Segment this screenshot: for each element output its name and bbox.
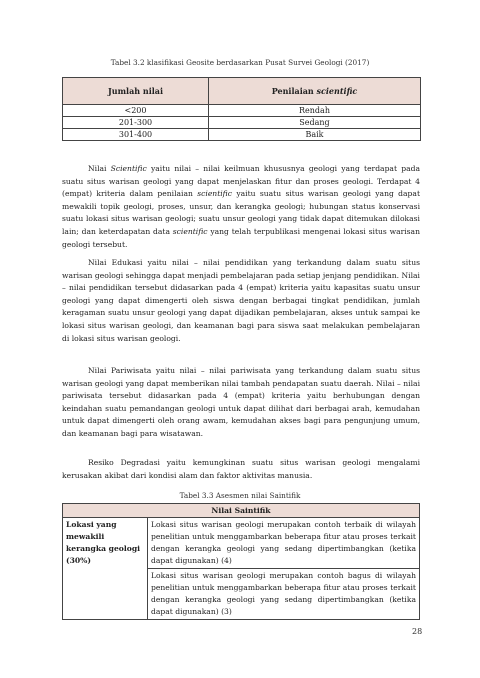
paragraph-edukasi: Nilai Edukasi yaitu nilai – nilai pendidikan yang terkandung dalam suatu situs warisan geologi sehingga dapat menjadi pembelajaran pada setiap jenjang pendidikan. Nilai – nilai pendidikan tersebut didasarkan pada 4 (empat) kriteria yaitu kapasitas suatu unsur geologi yang dapat dimengerti oleh siswa dengan berbagai tingkat pendidikan, jumlah keragaman suatu unsur geologi yang dapat dijadikan pembelajaran, akses untuk sampai ke lokasi situs warisan geologi, dan keamanan bagi para siswa saat melakukan pembelajaran di lokasi situs warisan geologi.: [62, 258, 420, 343]
paragraph-scientific: Nilai Scientific yaitu nilai – nilai keilmuan khususnya geologi yang terdapat pada suatu situs warisan geologi yang dapat menjelaskan fitur dan proses geologi. Terdapat 4 (empat) kriteria dalam penilaian scientific yaitu suatu situs warisan geologi yang dapat mewakili topik geologi, proses, unsur, dan kerangka geologi; hubungan status konservasi suatu lokasi situs warisan geologi; suatu unsur geologi yang tidak dapat ditemukan dilokasi lain; dan keterdapatan data scientific yang telah terpublikasi mengenai lokasi situs warisan geologi tersebut.: [62, 164, 420, 249]
saintifik-assessment-table: [62, 503, 420, 620]
table-cell: Lokasi situs warisan geologi merupakan contoh terbaik di wilayah penelitian untuk menggambarkan beberapa fitur atau proses terkait dengan kerangka geologi yang sedang dipertimbangkan (ketika dapat digunakan) (4): [148, 518, 420, 569]
table-cell: Rendah: [209, 105, 421, 117]
page-number: 28: [412, 627, 423, 636]
header-nilai-saintifik: Nilai Saintifik: [63, 504, 420, 518]
table-cell: Baik: [209, 129, 421, 141]
geosite-classification-table: [62, 77, 421, 141]
table-cell: 201-300: [63, 117, 209, 129]
table-cell: Sedang: [209, 117, 421, 129]
table-row: [63, 129, 421, 141]
table-header-row: [63, 504, 420, 518]
table-cell: Lokasi situs warisan geologi merupakan contoh bagus di wilayah penelitian untuk menggambarkan beberapa fitur atau proses terkait dengan kerangka geologi yang sedang dipertimbangkan (ketika dapat digunakan) (3): [148, 569, 420, 620]
table1-caption: Tabel 3.2 klasifikasi Geosite berdasarkan Pusat Survei Geologi (2017): [110, 58, 370, 67]
header-jumlah-nilai: Jumlah nilai: [63, 78, 209, 105]
table-header-row: [63, 78, 421, 105]
table-row: [63, 518, 420, 569]
table2-caption: Tabel 3.3 Asesmen nilai Saintifik: [179, 491, 301, 500]
header-scientific-italic: scientific: [316, 86, 358, 96]
header-penilaian: Penilaian scientific: [209, 78, 421, 105]
table-cell: 301-400: [63, 129, 209, 141]
table-row: [63, 105, 421, 117]
paragraph-pariwisata: Nilai Pariwisata yaitu nilai – nilai pariwisata yang terkandung dalam suatu situs warisan geologi yang dapat memberikan nilai tambah pendapatan suatu daerah. Nilai – nilai pariwisata tersebut didasarkan pada 4 (empat) kriteria yaitu berhubungan dengan keindahan suatu pemandangan geologi untuk dapat dilihat dari berbagai arah, kemudahan untuk dapat dimengerti oleh orang awam, kemudahan akses bagi para pengunjung umum, dan keamanan bagi para wisatawan.: [62, 366, 420, 438]
table-cell: <200: [63, 105, 209, 117]
paragraph-degradasi: Resiko Degradasi yaitu kemungkinan suatu situs warisan geologi mengalami kerusakan akibat dari kondisi alam dan faktor aktivitas manusia.: [62, 458, 420, 480]
row-label: Lokasi yang mewakili kerangka geologi (30%): [63, 518, 148, 620]
table-row: [63, 117, 421, 129]
